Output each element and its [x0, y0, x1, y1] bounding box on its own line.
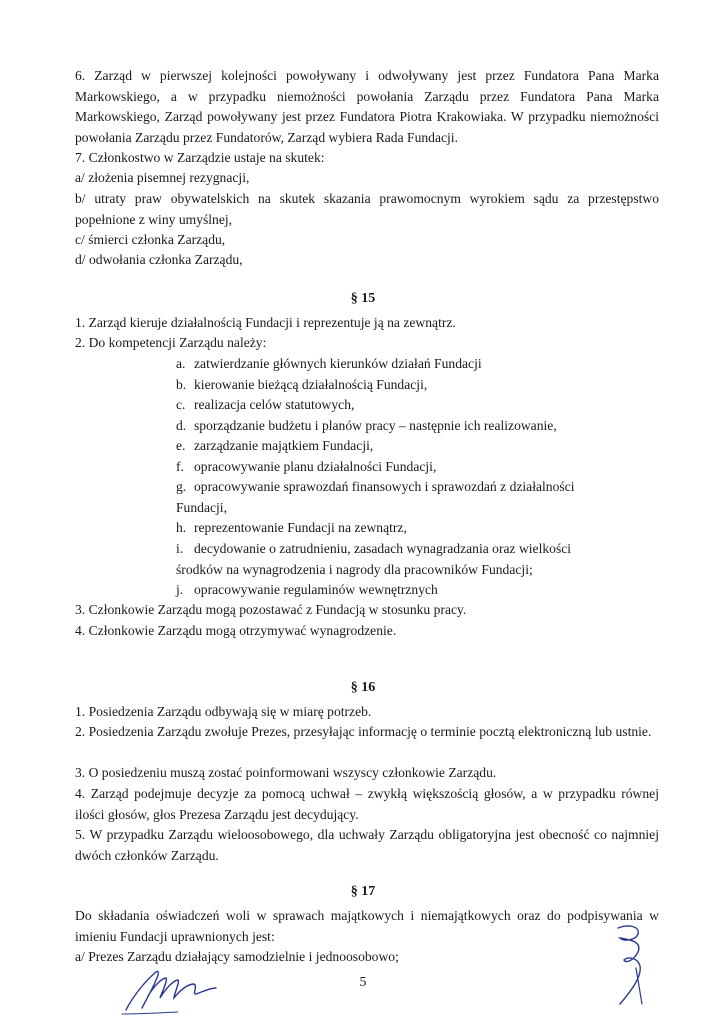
paragraph-14-7c: c/ śmierci członka Zarządu, — [75, 232, 226, 247]
paragraph-16-5: 5. W przypadku Zarządu wieloosobowego, dla uchwały Zarządu obligatoryjna jest obecność co najmniej dwóch członków Zarządu. — [75, 827, 659, 863]
list-item — [176, 375, 656, 396]
list-text: kierowanie bieżącą działalnością Fundacji, — [194, 377, 428, 392]
list-text: decydowanie o zatrudnieniu, zasadach wynagradzania oraz wielkości — [194, 541, 572, 556]
paragraph-16-1: 1. Posiedzenia Zarządu odbywają się w miarę potrzeb. — [75, 704, 372, 719]
list-item — [176, 580, 656, 601]
paragraph-15-2: 2. Do kompetencji Zarządu należy: — [75, 335, 267, 350]
list-text: zarządzanie majątkiem Fundacji, — [194, 438, 374, 453]
paragraph-14-7: 7. Członkostwo w Zarządzie ustaje na skutek: — [75, 150, 325, 165]
paragraph-14-7b: b/ utraty praw obywatelskich na skutek skazania prawomocnym wyrokiem sądu za przestępstwo popełnione z winy umyślnej, — [75, 191, 659, 227]
signature-right-icon — [598, 920, 658, 1010]
list-text: opracowywanie regulaminów wewnętrznych — [194, 582, 438, 597]
page-number: 5 — [359, 975, 367, 990]
list-text: zatwierdzanie głównych kierunków działań Fundacji — [194, 356, 482, 371]
list-marker: d. — [176, 418, 187, 433]
section-heading-17: § 17 — [350, 884, 376, 899]
list-text: realizacja celów statutowych, — [194, 397, 355, 412]
paragraph-14-7d: d/ odwołania członka Zarządu, — [75, 252, 243, 267]
paragraph-17-a: a/ Prezes Zarządu działający samodzielnie i jednoosobowo; — [75, 949, 399, 964]
list-text-continuation: Fundacji, — [176, 499, 227, 515]
list-marker: f. — [176, 459, 184, 474]
list-text: opracowywanie planu działalności Fundacji, — [194, 459, 437, 474]
section-heading-15: § 15 — [350, 291, 376, 306]
paragraph-15-3: 3. Członkowie Zarządu mogą pozostawać z Fundacją w stosunku pracy. — [75, 602, 467, 617]
paragraph-16-2: 2. Posiedzenia Zarządu zwołuje Prezes, przesyłając informację o terminie pocztą elektroniczną lub ustnie. — [75, 724, 652, 739]
list-text: reprezentowanie Fundacji na zewnątrz, — [194, 520, 407, 535]
paragraph-15-4: 4. Członkowie Zarządu mogą otrzymywać wynagrodzenie. — [75, 623, 397, 638]
list-item — [176, 477, 656, 518]
list-text-continuation: środków na wynagrodzenia i nagrody dla pracowników Fundacji; — [176, 561, 533, 577]
list-item — [176, 518, 656, 539]
list-marker: e. — [176, 438, 186, 453]
list-marker: a. — [176, 356, 186, 371]
paragraph-14-6: 6. Zarząd w pierwszej kolejności powoływany i odwoływany jest przez Fundatora Pana Marka Markowskiego, a w przypadku niemożności powołania Zarządu przez Fundatora Pana Marka Markowskiego, Zarząd powoływany jest przez Fundatora Piotra Krakowiaka. W przypadku niemożności powołania Zarządu przez Fundatorów, Zarząd wybiera Rada Fundacji. — [75, 68, 659, 145]
list-item — [176, 395, 656, 416]
list-text: opracowywanie sprawozdań finansowych i sprawozdań z działalności — [194, 479, 575, 494]
list-marker: c. — [176, 397, 186, 412]
list-item — [176, 436, 656, 457]
paragraph-16-4: 4. Zarząd podejmuje decyzje za pomocą uchwał – zwykłą większością głosów, a w przypadku równej ilości głosów, głos Prezesa Zarządu jest decydujący. — [75, 786, 659, 822]
list-item — [176, 354, 656, 375]
list-marker: h. — [176, 520, 187, 535]
paragraph-14-7a: a/ złożenia pisemnej rezygnacji, — [75, 170, 250, 185]
paragraph-16-3: 3. O posiedzeniu muszą zostać poinformowani wszyscy członkowie Zarządu. — [75, 765, 497, 780]
section-heading-16: § 16 — [350, 680, 376, 695]
list-marker: i. — [176, 541, 184, 556]
list-item — [176, 539, 656, 580]
paragraph-17-intro: Do składania oświadczeń woli w sprawach majątkowych i niemajątkowych oraz do podpisywania w imieniu Fundacji uprawnionych jest: — [75, 908, 659, 944]
list-text: sporządzanie budżetu i planów pracy – następnie ich realizowanie, — [194, 418, 557, 433]
signature-left-icon — [118, 958, 238, 1018]
list-marker: b. — [176, 377, 187, 392]
list-marker: g. — [176, 479, 187, 494]
list-marker: j. — [176, 582, 184, 597]
list-item — [176, 416, 656, 437]
paragraph-15-1: 1. Zarząd kieruje działalnością Fundacji i reprezentuje ją na zewnątrz. — [75, 315, 456, 330]
list-item — [176, 457, 656, 478]
